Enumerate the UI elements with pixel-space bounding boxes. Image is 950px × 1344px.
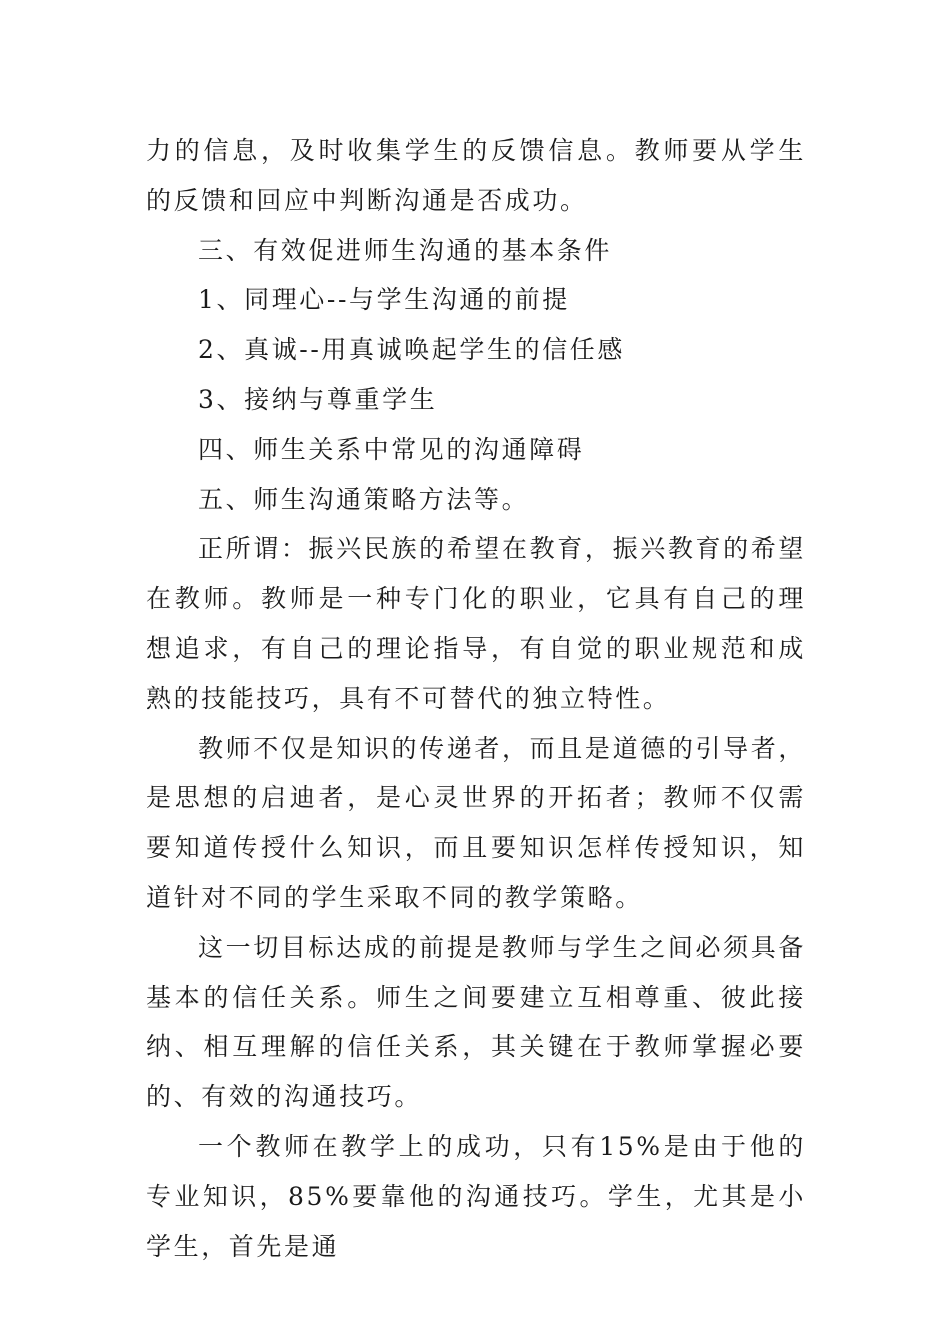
section-heading: 四、师生关系中常见的沟通障碍 — [198, 434, 585, 464]
paragraph: 教师不仅是知识的传递者，而且是道德的引导者，是思想的启迪者，是心灵世界的开拓者；教师不仅需要知道传授什么知识，而且要知识怎样传授知识，知道针对不同的学生采取不同的教学策略。 — [146, 733, 806, 912]
paragraph: 正所谓：振兴民族的希望在教育，振兴教育的希望在教师。教师是一种专门化的职业，它具有自己的理想追求，有自己的理论指导，有自觉的职业规范和成熟的技能技巧，具有不可替代的独立特性。 — [146, 534, 806, 713]
section-heading: 五、师生沟通策略方法等。 — [198, 484, 530, 514]
document-body — [146, 126, 806, 1271]
section-heading: 三、有效促进师生沟通的基本条件 — [198, 235, 613, 265]
list-item: 2、真诚--用真诚唤起学生的信任感 — [198, 335, 626, 365]
list-item: 3、接纳与尊重学生 — [198, 384, 438, 414]
paragraph: 力的信息，及时收集学生的反馈信息。教师要从学生的反馈和回应中判断沟通是否成功。 — [146, 136, 806, 215]
list-item: 1、同理心--与学生沟通的前提 — [198, 285, 570, 315]
paragraph: 一个教师在教学上的成功，只有15%是由于他的专业知识，85%要靠他的沟通技巧。学生，尤其是小学生，首先是通 — [146, 1131, 806, 1261]
paragraph: 这一切目标达成的前提是教师与学生之间必须具备基本的信任关系。师生之间要建立互相尊重、彼此接纳、相互理解的信任关系，其关键在于教师掌握必要的、有效的沟通技巧。 — [146, 932, 806, 1112]
